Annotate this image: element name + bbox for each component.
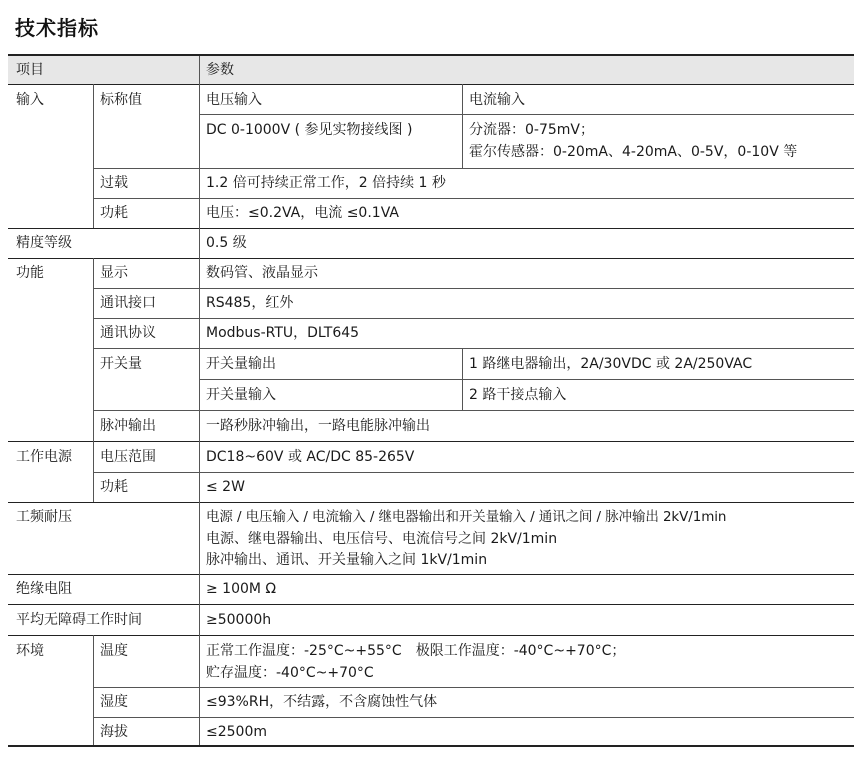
row-line-withstand-end: [8, 574, 854, 575]
row-line-voltage-range: [93, 472, 854, 473]
table-header-background: [8, 56, 854, 84]
row-line-insulation-end: [8, 604, 854, 605]
col-line-sub-input: [93, 84, 94, 228]
row-line-accuracy-end: [8, 258, 854, 259]
row-line-display: [93, 288, 854, 289]
withstand-line-2: 电源、继电器输出、电压信号、电流信号之间 2kV/1min: [206, 531, 558, 547]
row-line-power-supply-end: [8, 502, 854, 503]
display-label: 显示: [100, 265, 128, 281]
row-line-function-end: [8, 441, 854, 442]
switch-out-label: 开关量输出: [206, 356, 276, 372]
withstand-label: 工频耐压: [16, 509, 72, 525]
voltage-range-label: 电压范围: [100, 449, 156, 465]
temperature-line-1: 正常工作温度：-25°C~+55°C 极限工作温度：-40°C~+70°C；: [206, 643, 626, 659]
row-line-rated: [93, 168, 854, 169]
mtbf-label: 平均无障碍工作时间: [16, 612, 142, 628]
accuracy-label: 精度等级: [16, 235, 72, 251]
environment-label: 环境: [16, 643, 44, 659]
voltage-range-value: DC18~60V 或 AC/DC 85-265V: [206, 449, 415, 465]
input-label: 输入: [16, 92, 44, 108]
header-item: 项目: [16, 62, 44, 78]
temperature-line-2: 贮存温度：-40°C~+70°C: [206, 665, 374, 681]
row-line-switch-out: [200, 379, 854, 380]
col-line-sub-environment: [93, 635, 94, 745]
table-bottom-rule: [8, 745, 854, 747]
insulation-label: 绝缘电阻: [16, 581, 72, 597]
row-line-rated-head: [200, 114, 854, 115]
pulse-label: 脉冲输出: [100, 418, 156, 434]
withstand-line-1: 电源 / 电压输入 / 电流输入 / 继电器输出和开关量输入 / 通讯之间 / 脉冲输出 2kV/1min: [206, 509, 727, 525]
col-line-sub-power-supply: [93, 441, 94, 502]
mtbf-value: ≥50000h: [206, 612, 272, 628]
header-bottom-line: [8, 84, 854, 85]
row-line-humidity: [93, 717, 854, 718]
altitude-value: ≤2500m: [206, 724, 267, 740]
display-value: 数码管、液晶显示: [206, 265, 318, 281]
comm-port-label: 通讯接口: [100, 295, 156, 311]
accuracy-value: 0.5 级: [206, 235, 247, 251]
humidity-value: ≤93%RH，不结露，不含腐蚀性气体: [206, 694, 438, 710]
pulse-value: 一路秒脉冲输出，一路电能脉冲输出: [206, 418, 430, 434]
rated-current-value-1: 分流器：0-75mV；: [469, 122, 594, 138]
col-line-switch-split: [462, 348, 463, 410]
comm-protocol-value: Modbus-RTU，DLT645: [206, 325, 360, 341]
row-line-mtbf-end: [8, 635, 854, 636]
row-line-overload: [93, 198, 854, 199]
row-line-input-end: [8, 228, 854, 229]
temperature-label: 温度: [100, 643, 128, 659]
row-line-comm-protocol: [93, 348, 854, 349]
function-label: 功能: [16, 265, 44, 281]
altitude-label: 海拔: [100, 724, 128, 740]
header-param: 参数: [206, 62, 234, 78]
supply-power-value: ≤ 2W: [206, 479, 245, 495]
switch-label: 开关量: [100, 356, 142, 372]
input-power-value: 电压：≤0.2VA，电流 ≤0.1VA: [206, 205, 399, 221]
supply-power-label: 功耗: [100, 479, 128, 495]
col-line-param: [199, 56, 200, 745]
withstand-line-3: 脉冲输出、通讯、开关量输入之间 1kV/1min: [206, 552, 488, 568]
insulation-value: ≥ 100M Ω: [206, 581, 277, 597]
row-line-temperature: [93, 687, 854, 688]
overload-label: 过载: [100, 175, 128, 191]
rated-voltage-value: DC 0-1000V ( 参见实物接线图 ): [206, 122, 413, 138]
comm-protocol-label: 通讯协议: [100, 325, 156, 341]
row-line-switch: [93, 410, 854, 411]
row-line-comm-port: [93, 318, 854, 319]
switch-in-value: 2 路干接点输入: [469, 387, 567, 403]
rated-current-head: 电流输入: [469, 92, 525, 108]
rated-label: 标称值: [100, 92, 142, 108]
switch-in-label: 开关量输入: [206, 387, 276, 403]
rated-voltage-head: 电压输入: [206, 92, 262, 108]
humidity-label: 湿度: [100, 694, 128, 710]
page-title: 技术指标: [15, 16, 99, 40]
col-line-sub-function: [93, 258, 94, 441]
power-supply-label: 工作电源: [16, 449, 72, 465]
input-power-label: 功耗: [100, 205, 128, 221]
overload-value: 1.2 倍可持续正常工作，2 倍持续 1 秒: [206, 175, 446, 191]
switch-out-value: 1 路继电器输出，2A/30VDC 或 2A/250VAC: [469, 356, 753, 372]
col-line-rated-split: [462, 84, 463, 168]
comm-port-value: RS485，红外: [206, 295, 294, 311]
rated-current-value-2: 霍尔传感器：0-20mA、4-20mA、0-5V，0-10V 等: [469, 144, 798, 160]
